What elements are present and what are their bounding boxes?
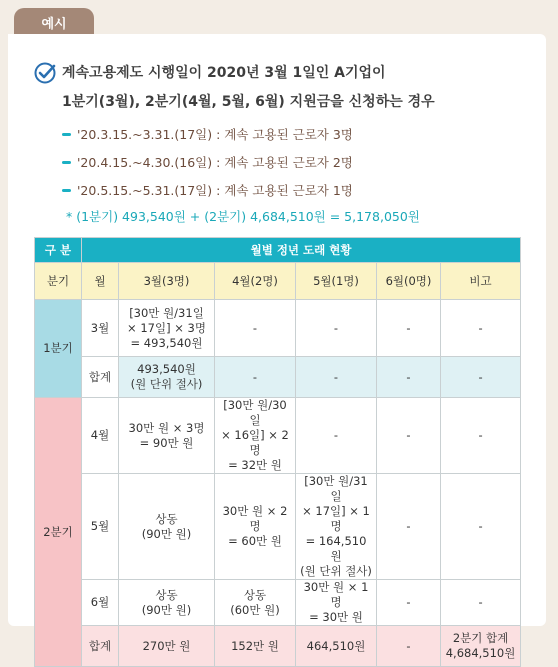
table-cell: -: [296, 398, 377, 474]
table-cell: 상동 (90만 원): [119, 580, 215, 626]
table-row: [35, 474, 521, 580]
subheader-cell: 6월(0명): [377, 263, 441, 300]
heading-line-1: 계속고용제도 시행일이 2020년 3월 1일인 A기업이: [62, 65, 386, 81]
table-cell: [30만 원/31일 × 17일] × 3명 = 493,540원: [119, 300, 215, 357]
bullet-dash-icon: [62, 161, 71, 164]
table-cell: [30만 원/31일 × 17일] × 1명 = 164,510 원 (원 단위 절사): [296, 474, 377, 580]
table-cell: -: [441, 474, 521, 580]
table-cell: -: [441, 398, 521, 474]
quarter-2-label: 2분기: [35, 398, 82, 667]
header-monthly-status: 월별 정년 도래 현황: [82, 238, 521, 263]
table-row-subtotal: [35, 626, 521, 667]
month-cell: 5월: [82, 474, 119, 580]
bullet-dash-icon: [62, 133, 71, 136]
table-cell: -: [377, 300, 441, 357]
table-cell: -: [296, 300, 377, 357]
subheader-cell: 비고: [441, 263, 521, 300]
table-cell: -: [441, 580, 521, 626]
table-row: [35, 300, 521, 357]
table-row: [35, 580, 521, 626]
subheader-cell: 4월(2명): [215, 263, 296, 300]
table-cell: -: [377, 474, 441, 580]
table-cell: -: [441, 300, 521, 357]
total-note: * (1분기) 493,540원 + (2분기) 4,684,510원 = 5,178,050원: [66, 209, 420, 224]
table-cell: -: [215, 357, 296, 398]
header-category: 구 분: [35, 238, 82, 263]
example-tab: 예시: [14, 8, 94, 36]
table-row-subtotal: [35, 357, 521, 398]
month-cell: 3월: [82, 300, 119, 357]
table-cell: -: [215, 300, 296, 357]
table-cell: 상동 (60만 원): [215, 580, 296, 626]
table-cell: 493,540원 (원 단위 절사): [119, 357, 215, 398]
bullet-item: '20.4.15.~4.30.(16일) : 계속 고용된 근로자 2명: [62, 154, 353, 182]
bullet-list: [62, 126, 353, 210]
table-cell: -: [296, 357, 377, 398]
month-cell: 합계: [82, 357, 119, 398]
checkmark-circle-icon: [34, 62, 56, 84]
table-cell: [30만 원/30일 × 16일] × 2명 = 32만 원: [215, 398, 296, 474]
heading-line-2: 1분기(3월), 2분기(4월, 5월, 6월) 지원금을 신청하는 경우: [62, 94, 435, 110]
month-cell: 6월: [82, 580, 119, 626]
month-cell: 합계: [82, 626, 119, 667]
subheader-cell: 월: [82, 263, 119, 300]
table-cell: 30만 원 × 1명 = 30만 원: [296, 580, 377, 626]
table-cell: 464,510원: [296, 626, 377, 667]
table-cell: -: [441, 357, 521, 398]
table-cell: -: [377, 626, 441, 667]
table-cell: 152만 원: [215, 626, 296, 667]
subheader-cell: 3월(3명): [119, 263, 215, 300]
table-cell: 30만 원 × 3명 = 90만 원: [119, 398, 215, 474]
table-header-row: [35, 238, 521, 263]
table-cell: 30만 원 × 2명 = 60만 원: [215, 474, 296, 580]
bullet-dash-icon: [62, 189, 71, 192]
table-cell: -: [377, 580, 441, 626]
month-cell: 4월: [82, 398, 119, 474]
quarter-1-label: 1분기: [35, 300, 82, 398]
subheader-cell: 분기: [35, 263, 82, 300]
subsidy-table: [34, 237, 521, 667]
bullet-item: '20.5.15.~5.31.(17일) : 계속 고용된 근로자 1명: [62, 182, 353, 210]
table-subheader-row: [35, 263, 521, 300]
bullet-item: '20.3.15.~3.31.(17일) : 계속 고용된 근로자 3명: [62, 126, 353, 154]
table-cell: 2분기 합계 4,684,510원: [441, 626, 521, 667]
table-cell: 상동 (90만 원): [119, 474, 215, 580]
subheader-cell: 5월(1명): [296, 263, 377, 300]
table-cell: 270만 원: [119, 626, 215, 667]
table-row: [35, 398, 521, 474]
table-cell: -: [377, 398, 441, 474]
table-cell: -: [377, 357, 441, 398]
